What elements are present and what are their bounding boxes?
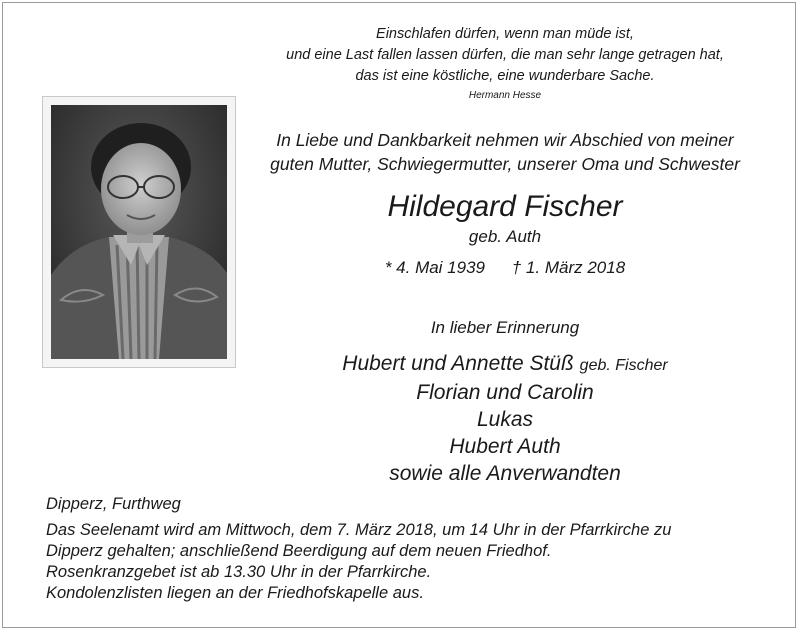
mourner-name: Hubert und Annette Stüß (342, 352, 574, 375)
quote-block (250, 24, 760, 104)
death-date: † 1. März 2018 (511, 258, 626, 277)
mourner-entry: sowie alle Anverwandten (389, 462, 621, 485)
service-line: Dipperz gehalten; anschließend Beerdigung auf dem neuen Friedhof. (46, 542, 552, 560)
deceased-name: Hildegard Fischer (387, 190, 623, 223)
mourner-entry: Hubert Auth (449, 435, 561, 458)
quote-author: Hermann Hesse (468, 90, 542, 101)
birth-name: geb. Auth (468, 227, 542, 246)
mourner-entry: Florian und Carolin (416, 381, 594, 404)
mourner-entry (250, 350, 760, 379)
condolence-line: Kondolenzlisten liegen an der Friedhofskapelle aus. (46, 584, 424, 602)
mourner-note: geb. Fischer (579, 357, 668, 374)
footer-info (46, 494, 776, 604)
rosary-line: Rosenkranzgebet ist ab 13.30 Uhr in der Pfarrkirche. (46, 563, 432, 581)
intro-line: guten Mutter, Schwiegermutter, unserer Oma und Schwester (270, 154, 740, 174)
intro-text (250, 128, 760, 176)
portrait-frame (42, 96, 236, 368)
place-line: Dipperz, Furthweg (46, 495, 181, 513)
mourner-entry: Lukas (476, 408, 534, 431)
portrait-photo (51, 105, 227, 359)
life-dates (250, 257, 760, 279)
portrait-illustration (51, 105, 227, 359)
birth-date: * 4. Mai 1939 (384, 258, 486, 277)
mourners-list (250, 350, 760, 487)
quote-line: das ist eine köstliche, eine wunderbare Sache. (355, 68, 655, 84)
service-line: Das Seelenamt wird am Mittwoch, dem 7. März 2018, um 14 Uhr in der Pfarrkirche zu (46, 521, 672, 539)
quote-line: und eine Last fallen lassen dürfen, die man sehr lange getragen hat, (286, 47, 724, 63)
intro-line: In Liebe und Dankbarkeit nehmen wir Abschied von meiner (276, 130, 734, 150)
memory-label: In lieber Erinnerung (430, 318, 580, 337)
quote-line: Einschlafen dürfen, wenn man müde ist, (376, 26, 634, 42)
